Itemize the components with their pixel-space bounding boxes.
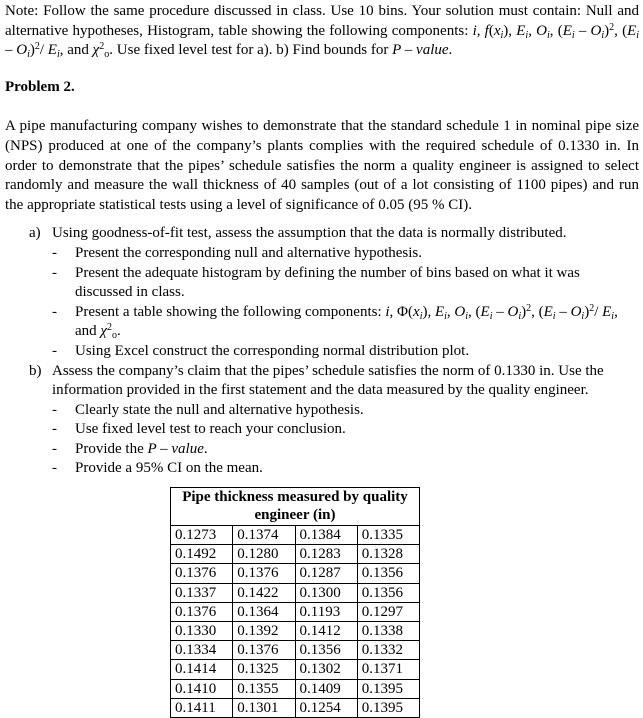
- table-row: [171, 583, 420, 602]
- part-b-bullet: - Use fixed level test to reach your conclusion.: [52, 421, 346, 438]
- table-cell: 0.1273: [171, 526, 233, 545]
- table-cell: 0.1414: [171, 660, 233, 679]
- table-cell: 0.1335: [357, 526, 419, 545]
- table-cell: 0.1395: [357, 679, 419, 698]
- part-b-text: Assess the company’s claim that the pipes’ schedule satisfies the norm of 0.1330 in. Use the information provided in the first statement and the data measured by the quality engineer.: [52, 362, 604, 399]
- table-cell: 0.1492: [171, 545, 233, 564]
- part-b: [29, 362, 639, 401]
- table-cell: 0.1374: [233, 526, 295, 545]
- table-cell: 0.1287: [295, 564, 357, 583]
- table-header: Pipe thickness measured by quality engineer (in): [171, 488, 420, 526]
- pipe-thickness-table: [170, 487, 420, 718]
- part-a-label: a): [29, 225, 41, 242]
- part-b-bullet: - Provide a 95% CI on the mean.: [52, 460, 263, 477]
- table-cell: 0.1334: [171, 641, 233, 660]
- table-cell: 0.1371: [357, 660, 419, 679]
- table-cell: 0.1355: [233, 679, 295, 698]
- part-a-bullet: - Present the corresponding null and alternative hypothesis.: [52, 244, 422, 261]
- table-cell: 0.1356: [295, 641, 357, 660]
- table-cell: 0.1325: [233, 660, 295, 679]
- table-cell: 0.1330: [171, 622, 233, 641]
- table-row: [171, 545, 420, 564]
- table-cell: 0.1332: [357, 641, 419, 660]
- table-cell: 0.1300: [295, 583, 357, 602]
- part-b-label: b): [29, 362, 42, 379]
- table-cell: 0.1356: [357, 564, 419, 583]
- part-a-text: Using goodness-of-fit test, assess the assumption that the data is normally distributed.: [52, 225, 567, 242]
- table-cell: 0.1376: [233, 641, 295, 660]
- part-a-bullet: - Present a table showing the following components: i, $\Phi(x_i)$, $E_i$, $O_i$, $(E_i - O_i)^2$, $(E_i - O_i)^2/$ $E_i$, and $\chi^2_o$.: [52, 302, 618, 342]
- part-a-bullet: - Using Excel construct the corresponding normal distribution plot.: [52, 342, 470, 359]
- table-cell: 0.1376: [171, 602, 233, 621]
- table-cell: 0.1301: [233, 698, 295, 717]
- part-a: [29, 224, 639, 244]
- table-row: [171, 660, 420, 679]
- table-cell: 0.1297: [357, 602, 419, 621]
- table-cell: 0.1409: [295, 679, 357, 698]
- table-cell: 0.1254: [295, 698, 357, 717]
- table-row: [171, 602, 420, 621]
- part-a-bullet: - Present the adequate histogram by defining the number of bins based on what it was discussed in class.: [52, 264, 580, 301]
- note-paragraph: Note: Follow the same procedure discussed in class. Use 10 bins. Your solution must contain: Null and alternative hypotheses, Histogram, table showing the following components: i, $f(x_i)$, $E_i$, $O_i$, $(E_i - O_i)^2$, $(E_i - O_i)^2/$ $E_i$, and $\chi^2_o$. Use fixed level test for a). b) Find bounds for P – value.: [5, 3, 640, 61]
- table-cell: 0.1364: [233, 602, 295, 621]
- table-cell: 0.1410: [171, 679, 233, 698]
- table-row: [171, 679, 420, 698]
- table-cell: 0.1411: [171, 698, 233, 717]
- table-cell: 0.1412: [295, 622, 357, 641]
- table-cell: 0.1338: [357, 622, 419, 641]
- question-list: [29, 224, 639, 479]
- table-cell: 0.1384: [295, 526, 357, 545]
- table-cell: 0.1280: [233, 545, 295, 564]
- table-cell: 0.1422: [233, 583, 295, 602]
- problem-heading: Problem 2.: [5, 78, 75, 95]
- table-row: [171, 698, 420, 717]
- table-cell: 0.1328: [357, 545, 419, 564]
- table-cell: 0.1302: [295, 660, 357, 679]
- table-cell: 0.1356: [357, 583, 419, 602]
- table-row: [171, 564, 420, 583]
- problem-statement: A pipe manufacturing company wishes to demonstrate that the standard schedule 1 in nominal pipe size (NPS) produced at one of the company’s plants complies with the required schedule of 0.1330 in. In order to demonstrate that the pipes’ schedule satisfies the norm a quality engineer is assigned to select randomly and measure the wall thickness of 40 samples (out of a lot consisting of 1100 pipes) and run the appropriate statistical tests using a level of significance of 0.05 (95 % CI).: [5, 118, 639, 213]
- table-cell: 0.1283: [295, 545, 357, 564]
- table-row: [171, 641, 420, 660]
- table-cell: 0.1395: [357, 698, 419, 717]
- table-cell: 0.1193: [295, 602, 357, 621]
- table-cell: 0.1376: [171, 564, 233, 583]
- table-cell: 0.1376: [233, 564, 295, 583]
- table-row: [171, 526, 420, 545]
- table-row: [171, 622, 420, 641]
- table-cell: 0.1392: [233, 622, 295, 641]
- part-b-bullet: - Provide the P – value.: [52, 440, 208, 457]
- table-cell: 0.1337: [171, 583, 233, 602]
- part-b-bullet: - Clearly state the null and alternative hypothesis.: [52, 401, 364, 418]
